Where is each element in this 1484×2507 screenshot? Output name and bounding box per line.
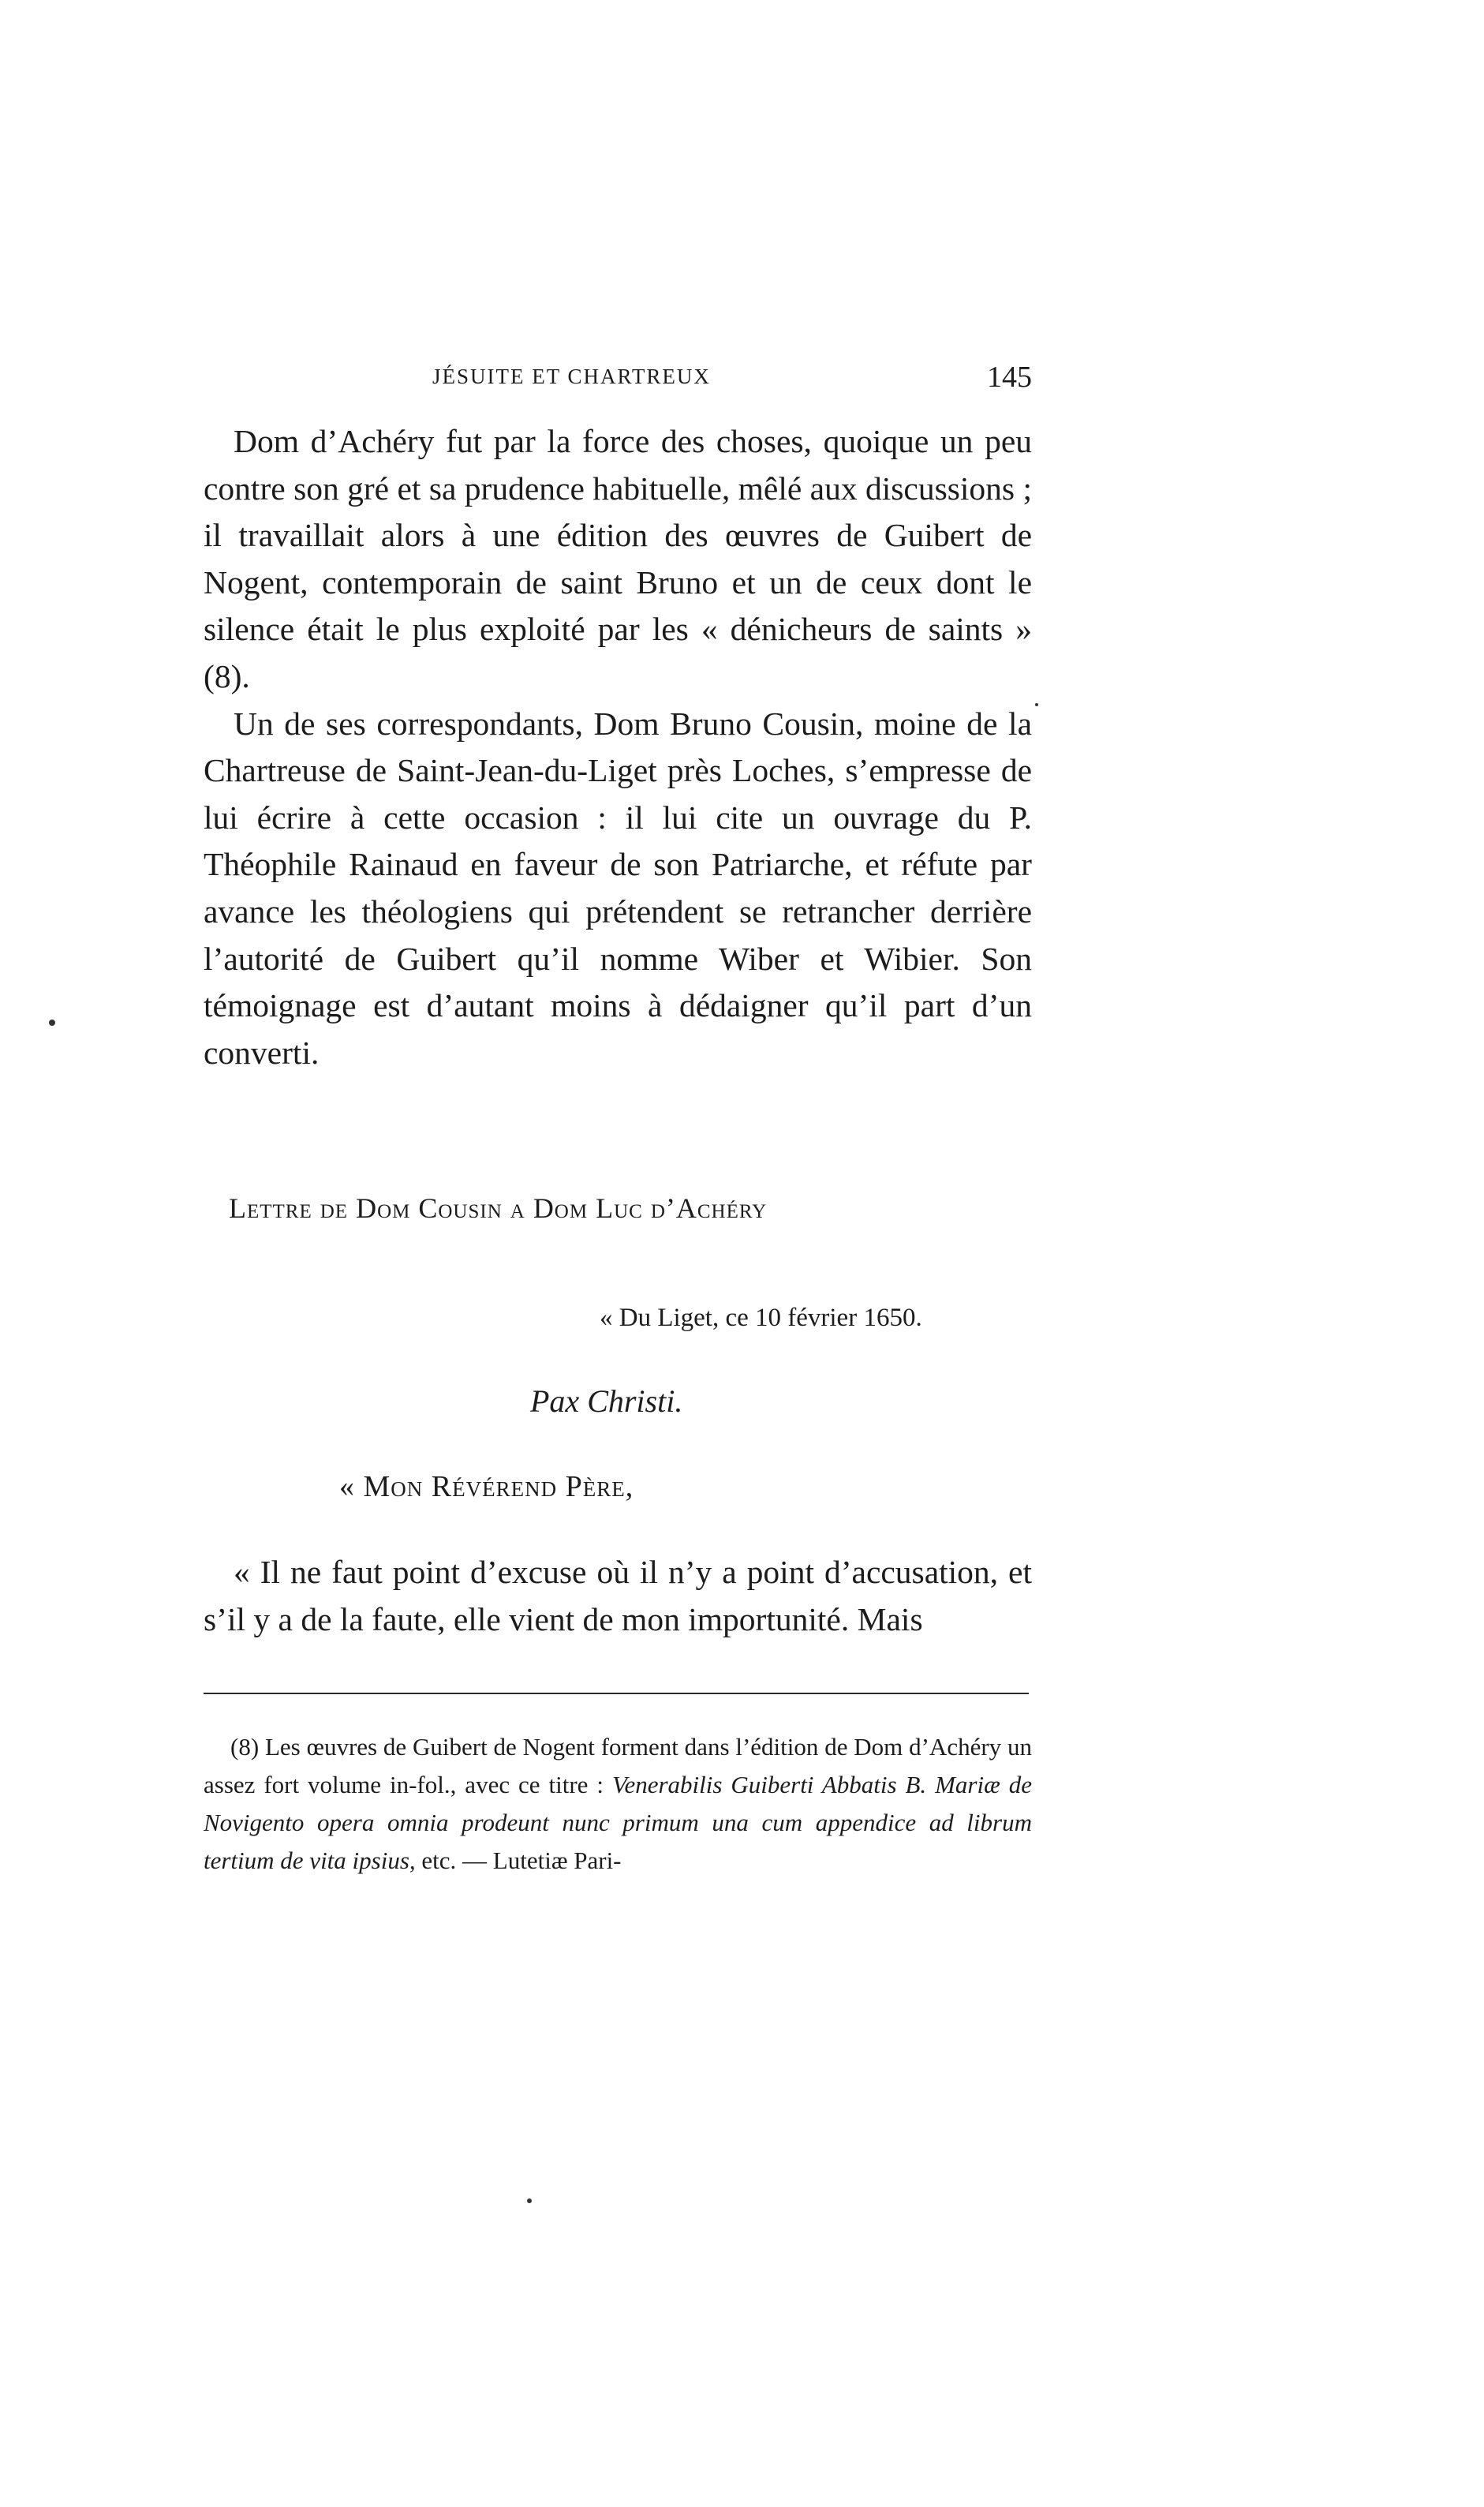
footnote-marker: (8) (230, 1733, 260, 1761)
running-title: JÉSUITE ET CHARTREUX (432, 365, 711, 388)
paragraph-dom-achery: Dom d’Achéry fut par la force des choses, quoique un peu contre son gré et sa prudence habituelle, mêlé aux discussions ; il travaillait alors à une édition des œuvres de Guibert de Nogent, contemporain de saint Bruno et un de ceux dont le silence était le plus exploité par les « dénicheurs de saints » (8). (204, 423, 1032, 694)
ink-speck (49, 1020, 55, 1026)
footnote-text-end: etc. — Lutetiæ Pari- (421, 1847, 622, 1874)
footnote (204, 1728, 1032, 1880)
ink-speck (527, 2198, 532, 2203)
main-text (204, 418, 1032, 1076)
footnote-text: Les œuvres de Guibert de Nogent forment dans l’édition de Dom d’Achéry un assez fort volume in-fol., avec ce titre : (204, 1733, 1032, 1798)
ink-speck (1035, 703, 1038, 706)
letter-body (204, 1548, 1032, 1643)
letter-address: « Mon Révérend Père, (339, 1470, 634, 1503)
footnote-latin-title: Venerabilis Guiberti Abbatis B. Mariæ de Novigento opera omnia prodeunt nunc primum una cum appendice ad librum tertium de vita ipsius, (204, 1771, 1032, 1874)
footnote-paragraph (204, 1728, 1032, 1880)
running-head (204, 361, 1032, 404)
letter-title: Lettre de Dom Cousin a Dom Luc d’Achéry (229, 1192, 768, 1224)
page-number: 145 (987, 361, 1032, 394)
paragraph-bruno-cousin: Un de ses correspondants, Dom Bruno Cousin, moine de la Chartreuse de Saint-Jean-du-Liget près Loches, s’empresse de lui écrire à cette occasion : il lui cite un ouvrage du P. Théophile Rainaud en faveur de son Patriarche, et réfute par avance les théologiens qui prétendent se retrancher derrière l’autorité de Guibert qu’il nomme Wiber et Wibier. Son témoignage est d’autant moins à dédaigner qu’il part d’un converti. (204, 705, 1032, 1071)
letter-salutation: Pax Christi. (530, 1383, 683, 1419)
letter-opening-paragraph: « Il ne faut point d’excuse où il n’y a point d’accusation, et s’il y a de la faute, elle vient de mon importunité. Mais (204, 1554, 1032, 1637)
footnote-divider (204, 1693, 1029, 1694)
letter-dateline: « Du Liget, ce 10 février 1650. (600, 1304, 922, 1332)
